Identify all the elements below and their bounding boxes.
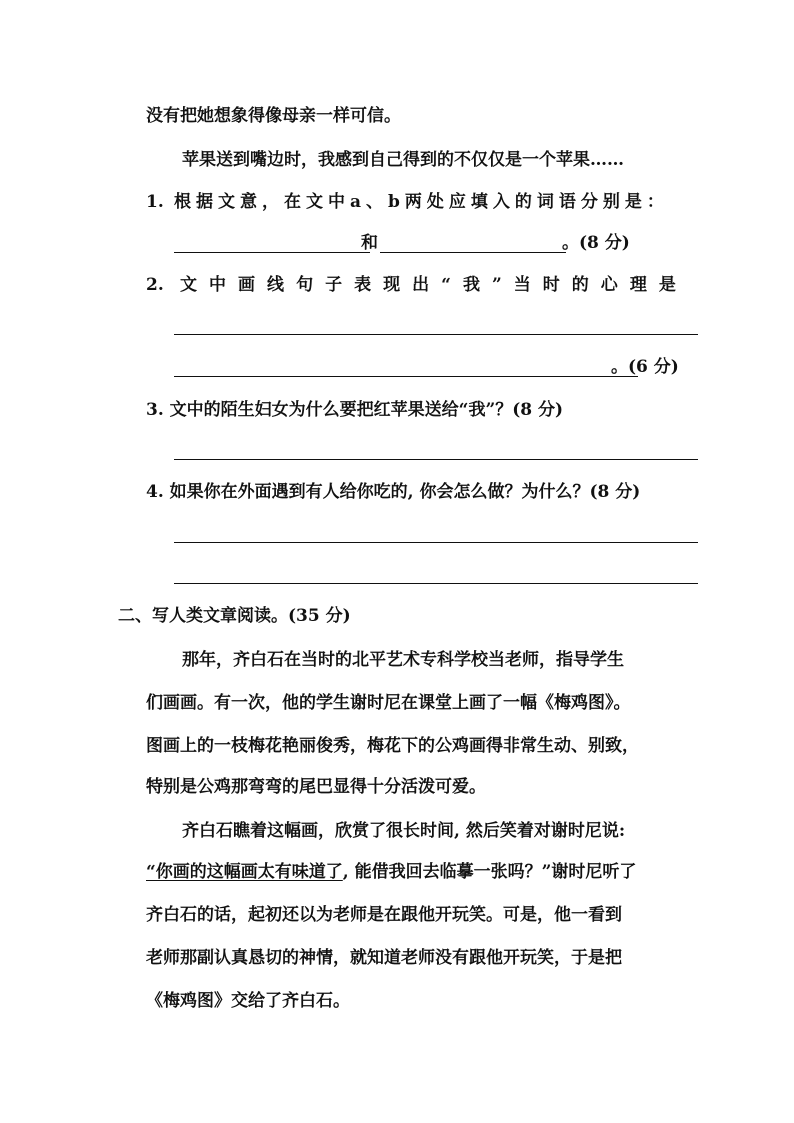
- passage2-p2-line2: [146, 860, 636, 884]
- char: 表: [354, 275, 372, 295]
- char: ”: [491, 275, 502, 295]
- passage1-line1: 没有把她想象得像母亲一样可信。: [146, 106, 401, 126]
- passage2-p1-line1: 那年，齐白石在当时的北平艺术专科学校当老师，指导学生: [182, 650, 624, 670]
- char: 文: [218, 192, 235, 212]
- char: 语: [558, 192, 576, 212]
- char: 出: [412, 275, 430, 295]
- char: 句: [296, 275, 314, 295]
- passage2-p2-line5: 《梅鸡图》交给了齐白石。: [146, 991, 350, 1011]
- char: 当: [513, 275, 531, 295]
- q1-answer-blank-a[interactable]: [174, 252, 370, 253]
- char: 处: [426, 192, 444, 212]
- char: 的: [514, 192, 532, 212]
- passage2-p1-line2: 们画画。有一次，他的学生谢时尼在课堂上画了一幅《梅鸡图》。: [146, 693, 631, 713]
- q2-answer-line-2[interactable]: [174, 376, 638, 377]
- char: 根: [174, 192, 191, 212]
- char: b: [388, 192, 400, 212]
- q1-score: 。(8 分): [562, 233, 630, 253]
- char: 是: [624, 192, 642, 212]
- char: 线: [267, 275, 285, 295]
- char: 在: [284, 192, 301, 212]
- char: 的: [571, 275, 589, 295]
- q4-answer-line-1[interactable]: [174, 542, 698, 543]
- char: 、: [366, 192, 384, 212]
- q3-answer-line[interactable]: [174, 459, 698, 460]
- char: 别: [602, 192, 620, 212]
- char: 心: [600, 275, 618, 295]
- char: 理: [629, 275, 647, 295]
- q2-text: [180, 273, 676, 297]
- char: 现: [383, 275, 401, 295]
- char: 词: [536, 192, 554, 212]
- passage2-p1-line4: 特别是公鸡那弯弯的尾巴显得十分活泼可爱。: [146, 777, 486, 797]
- char: 意: [240, 192, 257, 212]
- char: 是: [658, 275, 676, 295]
- char: 分: [580, 192, 598, 212]
- char: 据: [196, 192, 213, 212]
- char: 入: [492, 192, 510, 212]
- q1-number: 1.: [146, 192, 164, 212]
- passage2-p1-line3: 图画上的一枝梅花艳丽俊秀，梅花下的公鸡画得非常生动、别致，: [146, 736, 639, 756]
- char: 中: [209, 275, 227, 295]
- char: “: [441, 275, 451, 295]
- char: 两: [404, 192, 422, 212]
- char: 时: [542, 275, 560, 295]
- q2-score: 。(6 分): [611, 357, 679, 377]
- passage2-p2-line4: 老师那副认真恳切的神情，就知道老师没有跟他开玩笑，于是把: [146, 948, 622, 968]
- passage2-p2-line2-rest: , 能借我回去临摹一张吗？”谢时尼听了: [342, 862, 637, 882]
- char: 文: [180, 275, 197, 295]
- q1-connector: 和: [361, 233, 378, 253]
- q2-answer-line-1[interactable]: [174, 334, 698, 335]
- q2-number: 2.: [146, 275, 164, 295]
- passage2-p2-line1: 齐白石瞧着这幅画，欣赏了很长时间, 然后笑着对谢时尼说:: [182, 821, 626, 841]
- q3-text: 3. 文中的陌生妇女为什么要把红苹果送给“我”？(8 分): [146, 400, 564, 420]
- char: 中: [328, 192, 345, 212]
- char: ，: [262, 192, 279, 212]
- char: 画: [238, 275, 256, 295]
- q4-answer-line-2[interactable]: [174, 583, 698, 584]
- passage2-p2-line3: 齐白石的话，起初还以为老师是在跟他开玩笑。可是，他一看到: [146, 905, 622, 925]
- char: 填: [470, 192, 488, 212]
- char: 子: [325, 275, 343, 295]
- char: 文: [306, 192, 323, 212]
- char: ：: [646, 192, 664, 212]
- q1-text: [174, 190, 664, 214]
- section2-heading: 二、写人类文章阅读。(35 分): [118, 606, 351, 626]
- q4-text: 4. 如果你在外面遇到有人给你吃的, 你会怎么做？为什么？(8 分): [146, 482, 641, 502]
- q1-answer-blank-b[interactable]: [380, 252, 566, 253]
- underlined-sentence: “你画的这幅画太有味道了: [146, 862, 343, 882]
- char: 应: [448, 192, 466, 212]
- char: a: [350, 192, 362, 212]
- passage1-line2: 苹果送到嘴边时，我感到自己得到的不仅仅是一个苹果……: [182, 150, 624, 170]
- char: 我: [462, 275, 480, 295]
